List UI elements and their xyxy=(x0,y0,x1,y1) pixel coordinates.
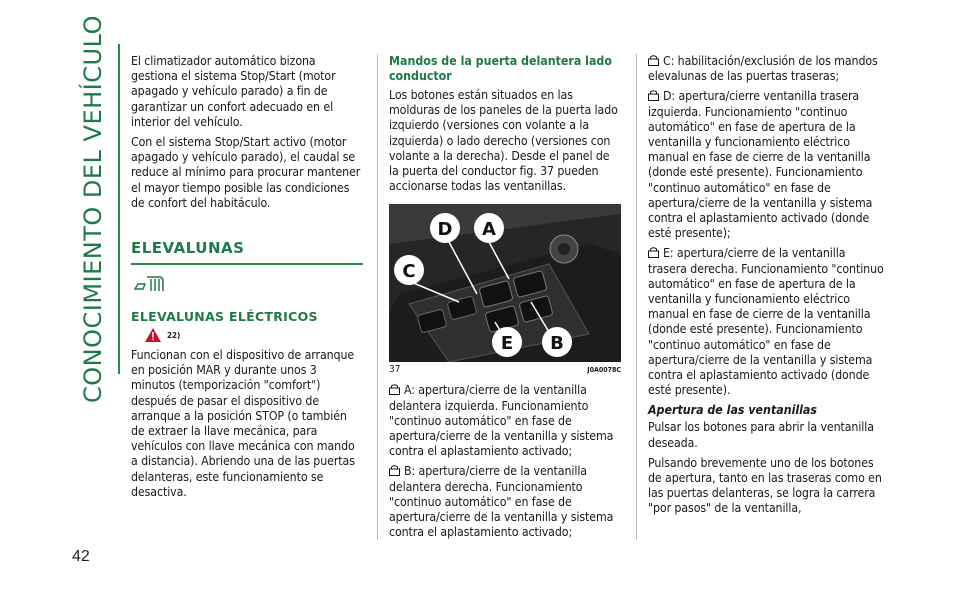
section-heading: ELEVALUNAS xyxy=(131,239,245,258)
figure-code: J0A0078C xyxy=(587,366,621,375)
window-button-icon xyxy=(648,55,659,66)
list-item xyxy=(648,246,884,398)
list-item-text: C: habilitación/exclusión de los mandos elevalunas de las puertas traseras; xyxy=(648,54,878,84)
subsection-heading: ELEVALUNAS ELÉCTRICOS xyxy=(131,309,318,325)
window-button-icon xyxy=(389,465,400,476)
list-item xyxy=(648,89,884,241)
section-side-title-text: CONOCIMIENTO DEL VEHÍCULO xyxy=(79,15,107,403)
body-paragraph: Pulsar los botones para abrir la ventanilla deseada. xyxy=(648,420,874,450)
callout-d-label: D xyxy=(437,219,453,241)
intro-paragraph: Con el sistema Stop/Start activo (motor apagado y vehículo parado), el caudal se reduce al mínimo para procurar mantener el mayor tiempo posible las condiciones de confort del habitáculo. xyxy=(131,135,361,210)
side-divider xyxy=(118,44,120,374)
list-item-text: B: apertura/cierre de la ventanilla delantera derecha. Funcionamiento "continuo automático" en fase de apertura/cierre de la ventanilla y sistema contra el aplastamiento activado; xyxy=(389,464,614,540)
door-controls-figure xyxy=(389,204,621,362)
list-item xyxy=(648,54,884,84)
page-number: 42 xyxy=(72,548,90,565)
list-item-text: D: apertura/cierre ventanilla trasera izquierda. Funcionamiento "continuo automático" en fase de apertura de la ventanilla y funcionamiento eléctrico manual en fase de cierre de la ventanilla (donde esté presente). Funcionamiento "continuo automático" en fase de apertura/cierre de la ventanilla y sistema contra el aplastamiento activado (donde esté presente); xyxy=(648,89,873,241)
section-rule xyxy=(131,263,363,265)
list-item-text: A: apertura/cierre de la ventanilla delantera izquierda. Funcionamiento "continuo automático" en fase de apertura/cierre de la ventanilla y sistema contra el aplastamiento activado; xyxy=(389,383,614,459)
callout-e-label: E xyxy=(500,333,514,355)
section-side-title xyxy=(78,15,108,403)
column-divider xyxy=(636,54,637,540)
window-button-icon xyxy=(648,90,659,101)
window-switch-icon xyxy=(133,273,363,297)
warning-icon xyxy=(145,328,161,342)
body-paragraph: Pulsando brevemente uno de los botones de apertura, tanto en las traseras como en las puertas delanteras, se logra la carrera "por pasos" de la ventanilla, xyxy=(648,455,882,516)
callout-b-label: B xyxy=(550,333,564,355)
figure-caption xyxy=(389,364,621,375)
figure-number: 37 xyxy=(389,364,401,376)
opening-heading: Apertura de las ventanillas xyxy=(648,403,817,418)
warning-row xyxy=(145,328,363,342)
list-item xyxy=(389,464,621,540)
window-button-icon xyxy=(389,384,400,395)
column-1 xyxy=(131,54,363,505)
intro-paragraph: El climatizador automático bizona gestiona el sistema Stop/Start (motor apagado y vehículo parado) a fin de garantizar un confort adecuado en el interior del vehículo. xyxy=(131,54,336,129)
body-paragraph: Funcionan con el dispositivo de arranque en posición MAR y durante unos 3 minutos (temporización "comfort") después de pasar el dispositivo de arranque a la posición STOP (o también de extraer la llave mecánica, para vehículos con llave mecánica con mando a distancia). Abriendo una de las puertas delanteras, este funcionamiento se desactiva. xyxy=(131,348,355,499)
column-2 xyxy=(389,54,621,545)
column-3 xyxy=(648,54,884,522)
column-divider xyxy=(377,54,378,540)
list-item-text: E: apertura/cierre de la ventanilla trasera derecha. Funcionamiento "continuo automático" en fase de apertura de la ventanilla y funcionamiento eléctrico manual en fase de cierre de la ventanilla (donde esté presente). Funcionamiento "continuo automático" en fase de apertura/cierre de la ventanilla y sistema contra el aplastamiento activado (donde esté presente). xyxy=(648,246,884,398)
list-item xyxy=(389,383,621,459)
controls-paragraph: Los botones están situados en las molduras de los paneles de la puerta lado izquierdo (versiones con volante a la izquierda) o lado derecho (versiones con volante a la derecha). Desde el panel de la puerta del conductor fig. 37 pueden accionarse todas las ventanillas. xyxy=(389,88,618,194)
window-button-icon xyxy=(648,247,659,258)
warning-reference: 22) xyxy=(167,330,181,340)
callout-c-label: C xyxy=(402,261,416,283)
callout-a-label: A xyxy=(482,219,496,241)
controls-heading: Mandos de la puerta delantera lado conductor xyxy=(389,54,612,83)
